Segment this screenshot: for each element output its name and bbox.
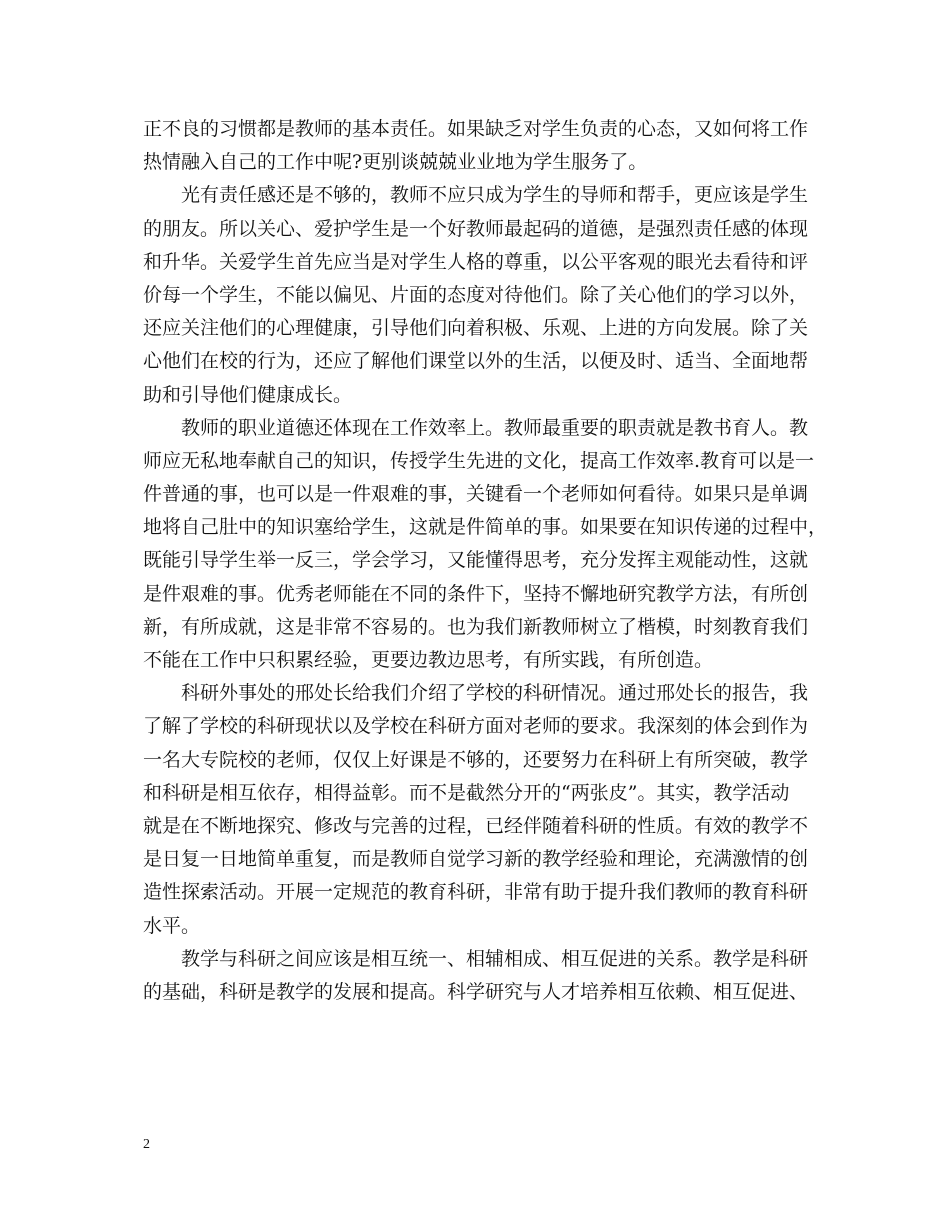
- text-line: 正不良的习惯都是教师的基本责任。如果缺乏对学生负责的心态，又如何将工作: [143, 118, 809, 140]
- text-line: 是日复一日地简单重复，而是教师自觉学习新的教学经验和理论，充满激情的创: [143, 848, 809, 871]
- text-line: 就是在不断地探究、修改与完善的过程，已经伴随着科研的性质。有效的教学不: [143, 814, 809, 837]
- text-line: 的朋友。所以关心、爱护学生是一个好教师最起码的道德，是强烈责任感的体现: [143, 217, 809, 240]
- text-line: 光有责任感还是不够的，教师不应只成为学生的导师和帮手，更应该是学生: [181, 184, 809, 207]
- text-line: 造性探索活动。开展一定规范的教育科研，非常有助于提升我们教师的教育科研: [143, 881, 809, 904]
- text-line: 热情融入自己的工作中呢?更别谈兢兢业业地为学生服务了。: [143, 151, 648, 174]
- text-line: 科研外事处的邢处长给我们介绍了学校的科研情况。通过邢处长的报告，我: [181, 682, 809, 705]
- text-line: 一名大专院校的老师，仅仅上好课是不够的，还要努力在科研上有所突破，教学: [143, 748, 809, 771]
- text-line: 既能引导学生举一反三，学会学习，又能懂得思考，充分发挥主观能动性，这就: [143, 549, 809, 572]
- text-line: 心他们在校的行为，还应了解他们课堂以外的生活，以便及时、适当、全面地帮: [143, 350, 809, 373]
- text-line: 和升华。关爱学生首先应当是对学生人格的尊重，以公平客观的眼光去看待和评: [143, 250, 809, 273]
- page-number: 2: [143, 1137, 150, 1152]
- text-line: 了解了学校的科研现状以及学校在科研方面对老师的要求。我深刻的体会到作为: [143, 715, 809, 738]
- text-line: 和科研是相互依存，相得益彰。而不是截然分开的“两张皮”。其实，教学活动: [143, 781, 790, 804]
- text-line: 不能在工作中只积累经验，更要边教边思考，有所实践，有所创造。: [143, 649, 714, 671]
- text-line: 教学与科研之间应该是相互统一、相辅相成、相互促进的关系。教学是科研: [181, 947, 809, 970]
- text-line: 助和引导他们健康成长。: [143, 383, 353, 406]
- text-line: 价每一个学生，不能以偏见、片面的态度对待他们。除了关心他们的学习以外，: [143, 283, 809, 306]
- text-line: 新，有所成就，这是非常不容易的。也为我们新教师树立了楷模，时刻教育我们: [143, 615, 809, 638]
- text-line: 件普通的事，也可以是一件艰难的事，关键看一个老师如何看待。如果只是单调: [143, 483, 809, 506]
- text-line: 地将自己肚中的知识塞给学生，这就是件简单的事。如果要在知识传递的过程中，: [143, 516, 828, 539]
- text-line: 还应关注他们的心理健康，引导他们向着积极、乐观、上进的方向发展。除了关: [143, 317, 809, 340]
- text-line: 的基础，科研是教学的发展和提高。科学研究与人才培养相互依赖、相互促进、: [143, 980, 809, 1003]
- body-text: [143, 113, 828, 1009]
- text-line: 是件艰难的事。优秀老师能在不同的条件下，坚持不懈地研究教学方法，有所创: [143, 582, 809, 605]
- text-line: 水平。: [143, 914, 201, 937]
- text-line: 师应无私地奉献自己的知识，传授学生先进的文化，提高工作效率.教育可以是一: [143, 449, 815, 472]
- text-line: 教师的职业道德还体现在工作效率上。教师最重要的职责就是教书育人。教: [181, 416, 809, 439]
